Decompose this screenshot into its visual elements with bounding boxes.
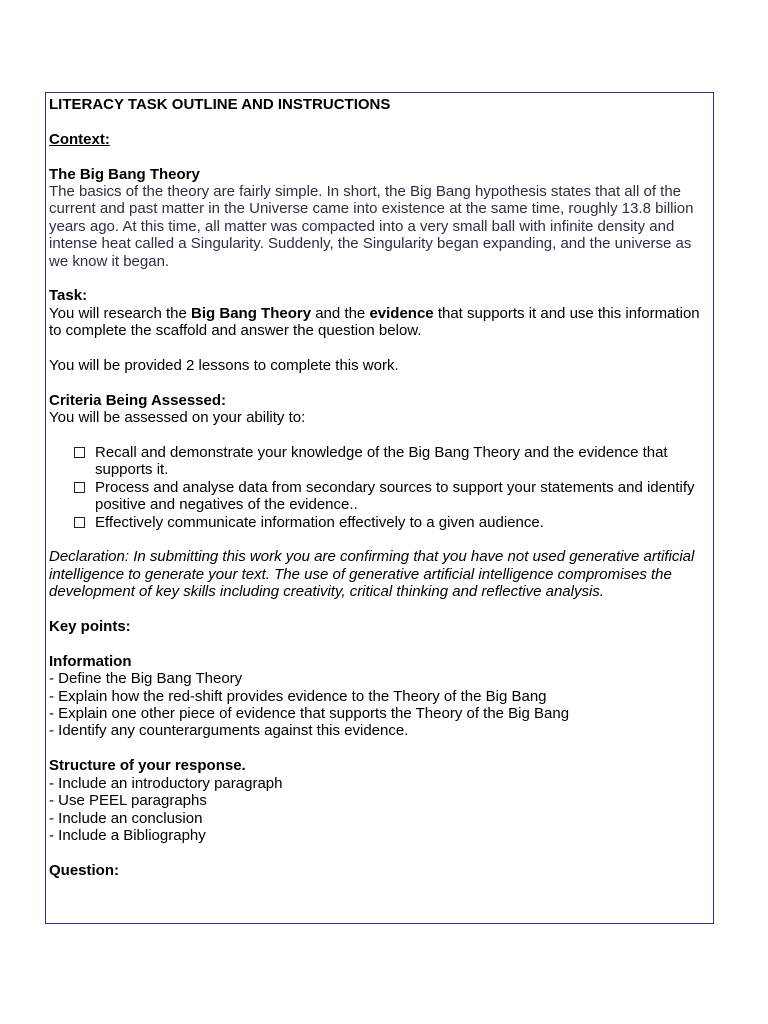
task-bold-big-bang: Big Bang Theory: [191, 304, 312, 322]
checkbox-icon[interactable]: [74, 447, 85, 458]
task-text-part2: and the: [311, 304, 370, 322]
criteria-item: [49, 444, 714, 479]
theory-title: The Big Bang Theory: [49, 165, 200, 183]
criteria-list: [49, 444, 714, 531]
checkbox-icon[interactable]: [74, 517, 85, 528]
key-points-label: Key points:: [49, 618, 131, 636]
information-item: - Explain one other piece of evidence that supports the Theory of the Big Bang: [49, 705, 570, 723]
criteria-label: Criteria Being Assessed:: [49, 391, 227, 409]
structure-item: - Include a Bibliography: [49, 826, 206, 844]
task-label: Task:: [49, 287, 88, 305]
task-bold-evidence: evidence: [369, 304, 434, 322]
criteria-item-text: Recall and demonstrate your knowledge of the Big Bang Theory and the evidence that supports it.: [95, 444, 668, 479]
document-content: [49, 96, 714, 879]
document-heading: LITERACY TASK OUTLINE AND INSTRUCTIONS: [49, 96, 391, 113]
checkbox-icon[interactable]: [74, 482, 85, 493]
task-text: [49, 305, 714, 340]
task-text-part1: You will research the: [49, 304, 192, 322]
structure-item: - Use PEEL paragraphs: [49, 792, 207, 810]
question-label: Question:: [49, 861, 119, 879]
information-item: - Define the Big Bang Theory: [49, 670, 243, 688]
lessons-text: You will be provided 2 lessons to complete this work.: [49, 357, 399, 375]
criteria-item-text: Process and analyse data from secondary sources to support your statements and identify positive and negatives of the evidence..: [95, 478, 695, 514]
structure-item: - Include an conclusion: [49, 809, 203, 827]
information-item: - Explain how the red-shift provides evidence to the Theory of the Big Bang: [49, 687, 547, 705]
structure-label: Structure of your response.: [49, 757, 246, 775]
declaration-text: Declaration: In submitting this work you are confirming that you have not used generative artificial intelligence to generate your text. The use of generative artificial intelligence compromises the development of key skills including creativity, critical thinking and reflective analysis.: [49, 548, 695, 601]
theory-text: The basics of the theory are fairly simple. In short, the Big Bang hypothesis states that all of the current and past matter in the Universe came into existence at the same time, roughly 13.8 billion years ago. At this time, all matter was compacted into a very small ball with infinite density and intense heat called a Singularity. Suddenly, the Singularity began expanding, and the universe as we know it began.: [49, 183, 694, 270]
criteria-item-text: Effectively communicate information effectively to a given audience.: [95, 513, 544, 531]
criteria-intro: You will be assessed on your ability to:: [49, 409, 306, 427]
structure-item: - Include an introductory paragraph: [49, 774, 283, 792]
information-label: Information: [49, 652, 132, 670]
information-item: - Identify any counterarguments against this evidence.: [49, 722, 409, 740]
context-label: Context:: [49, 130, 110, 148]
criteria-item: [49, 514, 714, 531]
task-text-part3: that supports it and use this information to complete the scaffold and answer the question below.: [49, 304, 700, 340]
criteria-item: [49, 479, 714, 514]
